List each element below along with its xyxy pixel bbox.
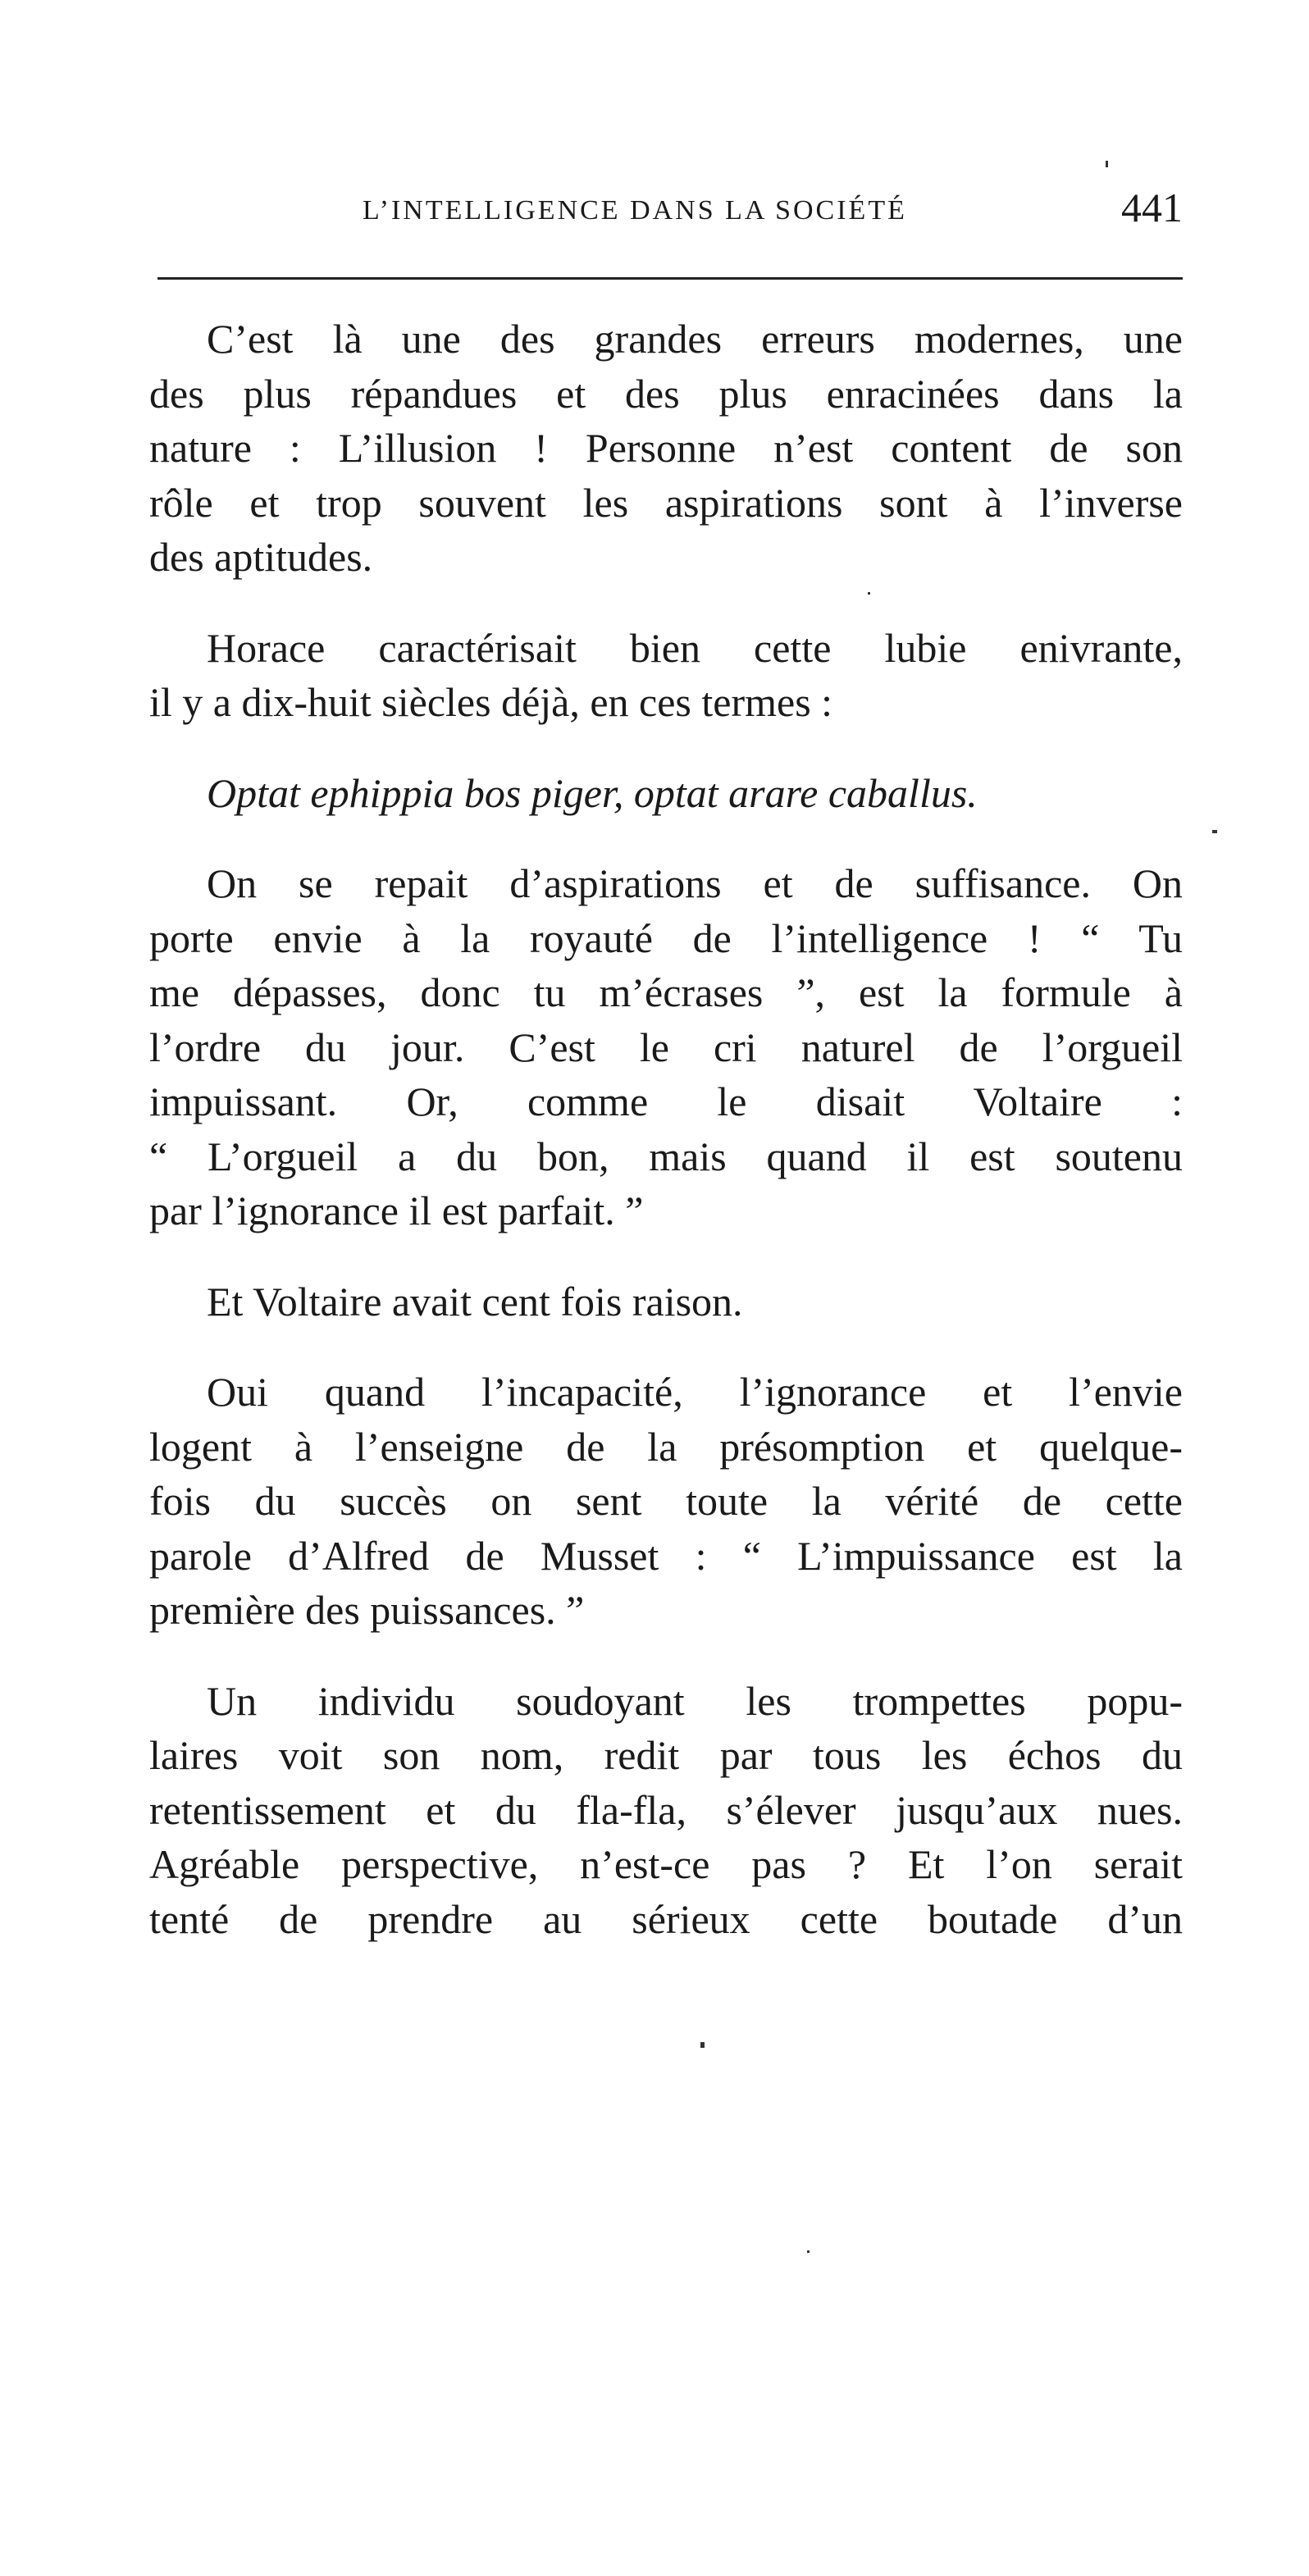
header-rule — [157, 277, 1183, 280]
latin-verse-quote: Optat ephippia bos piger, optat arare caballus. — [207, 769, 978, 816]
scan-speck — [868, 592, 870, 595]
paragraph-2 — [149, 621, 1183, 730]
page-number: 441 — [1121, 185, 1183, 230]
text-line: il y a dix-huit siècles déjà, en ces termes : — [149, 679, 833, 725]
text-line: Oui quand l’incapacité, l’ignorance et l’envie — [207, 1369, 1183, 1415]
text-line: Et Voltaire avait cent fois raison. — [207, 1278, 743, 1324]
text-line: des aptitudes. — [149, 534, 373, 580]
text-line: impuissant. Or, comme le disait Voltaire : — [149, 1078, 1183, 1124]
scan-speck — [1106, 161, 1108, 167]
text-line: C’est là une des grandes erreurs modernes, une — [207, 316, 1183, 362]
text-line: me dépasses, donc tu m’écrases ”, est la formule à — [149, 969, 1183, 1015]
text-line: laires voit son nom, redit par tous les échos du — [149, 1732, 1183, 1778]
text-line: Agréable perspective, n’est-ce pas ? Et l’on serait — [149, 1841, 1183, 1887]
text-line: des plus répandues et des plus enracinées dans la — [149, 370, 1183, 417]
text-line: retentissement et du fla-fla, s’élever jusqu’aux nues. — [149, 1786, 1183, 1833]
paragraph-5 — [149, 1365, 1183, 1638]
text-line: l’ordre du jour. C’est le cri naturel de l’orgueil — [149, 1024, 1183, 1070]
text-line: Un individu soudoyant les trompettes popu- — [207, 1677, 1183, 1724]
text-line: On se repait d’aspirations et de suffisance. On — [207, 860, 1183, 906]
scan-speck — [700, 2042, 705, 2048]
paragraph-3 — [149, 856, 1183, 1238]
paragraph-1 — [149, 312, 1183, 585]
text-line: tenté de prendre au sérieux cette boutade d’un — [149, 1895, 1183, 1942]
scan-speck — [1212, 830, 1217, 833]
text-line: fois du succès on sent toute la vérité de cette — [149, 1478, 1183, 1524]
text-line: par l’ignorance il est parfait. ” — [149, 1188, 644, 1233]
text-line: porte envie à la royauté de l’intelligence ! “ Tu — [149, 914, 1183, 961]
scan-speck — [807, 2250, 810, 2253]
text-line: parole d’Alfred de Musset : “ L’impuissance est la — [149, 1532, 1183, 1579]
text-line: rôle et trop souvent les aspirations sont à l’inverse — [149, 479, 1183, 526]
running-title: L’INTELLIGENCE DANS LA SOCIÉTÉ — [363, 195, 907, 226]
body-text — [149, 312, 1183, 1982]
text-line: nature : L’illusion ! Personne n’est content de son — [149, 425, 1183, 471]
text-line: Horace caractérisait bien cette lubie enivrante, — [207, 624, 1183, 671]
paragraph-6 — [149, 1674, 1183, 1947]
paragraph-4 — [149, 1274, 1183, 1329]
text-line: première des puissances. ” — [149, 1587, 585, 1633]
running-head — [157, 185, 1183, 239]
text-line: logent à l’enseigne de la présomption et quelque- — [149, 1423, 1183, 1470]
text-line: “ L’orgueil a du bon, mais quand il est soutenu — [149, 1133, 1183, 1179]
